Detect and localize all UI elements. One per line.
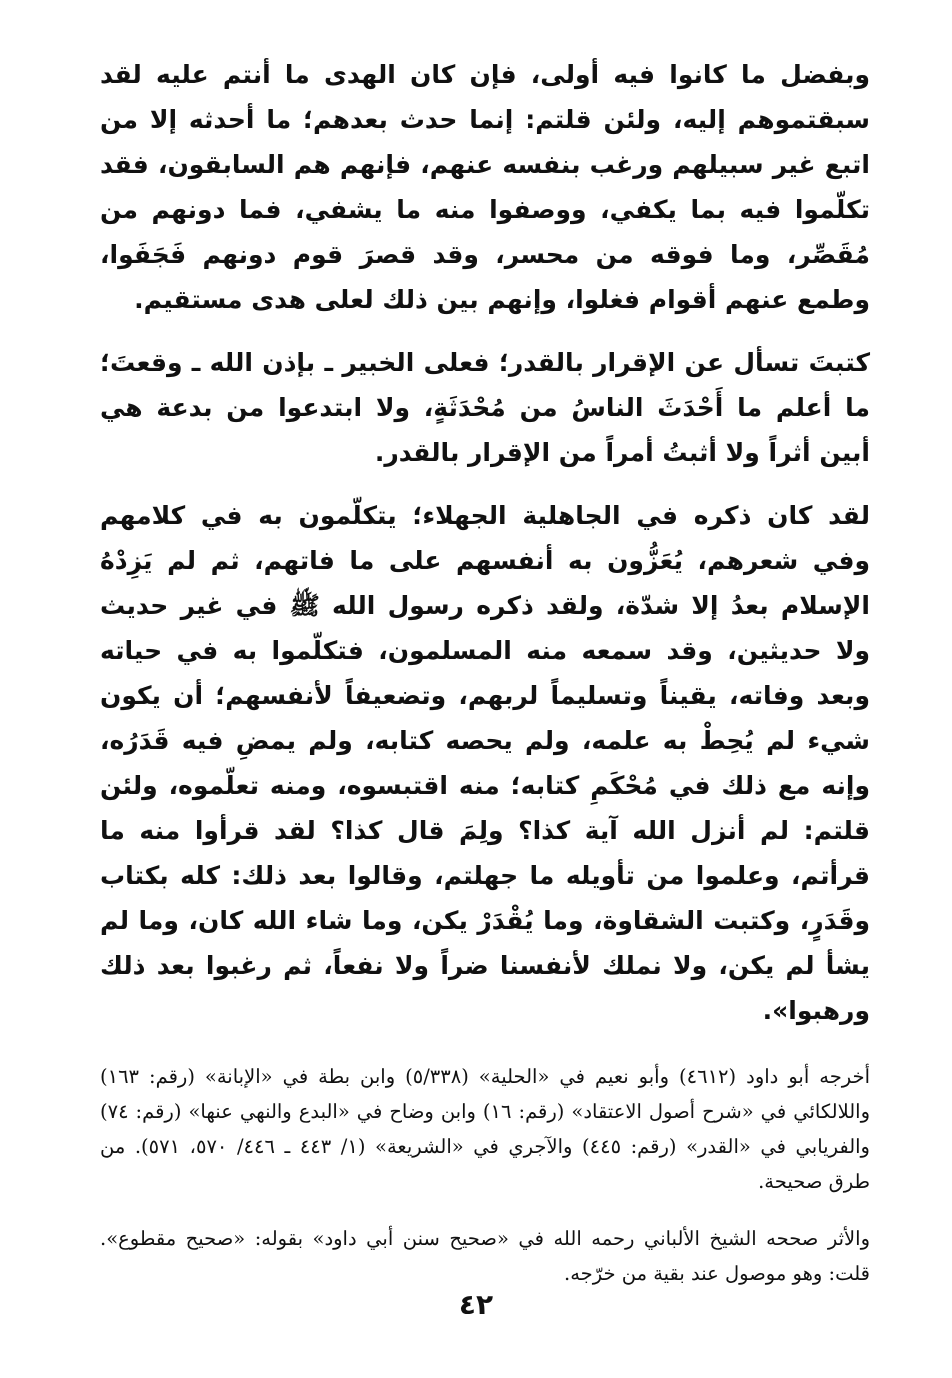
footnote-paragraph: والأثر صححه الشيخ الألباني رحمه الله في «صحيح سنن أبي داود» بقوله: «صحيح مقطوع». قلت: وهو موصول عند بقية من خرّجه. [100, 1227, 870, 1285]
page-number: ٤٢ [458, 1288, 494, 1321]
footnotes [100, 1059, 870, 1291]
body-paragraph: وبفضل ما كانوا فيه أولى، فإن كان الهدى ما أنتم عليه لقد سبقتموهم إليه، ولئن قلتم: إنما حدث بعدهم؛ ما أحدثه إلا من اتبع غير سبيلهم ورغب بنفسه عنهم، فإنهم هم السابقون، فقد تكلّموا فيه بما يكفي، ووصفوا منه ما يشفي، فما دونهم من مُقَصِّر، وما فوقه من محسر، وقد قصرَ قوم دونهم فَجَفَوا، وطمع عنهم أقوام فغلوا، وإنهم بين ذلك لعلى هدى مستقيم. [100, 60, 870, 314]
body-paragraph: كتبتَ تسأل عن الإقرار بالقدر؛ فعلى الخبير ـ بإذن الله ـ وقعتَ؛ ما أعلم ما أَحْدَثَ الناسُ من مُحْدَثَةٍ، ولا ابتدعوا من بدعة هي أبين أثراً ولا أثبتُ أمراً من الإقرار بالقدر. [100, 348, 870, 467]
page-content [100, 52, 870, 1291]
footnote-paragraph: أخرجه أبو داود (٤٦١٢) وأبو نعيم في «الحلية» (٥/٣٣٨) وابن بطة في «الإبانة» (رقم: ١٦٣) واللالكائي في «شرح أصول الاعتقاد» (رقم: ١٦) وابن وضاح في «البدع والنهي عنها» (رقم: ٧٤) والفريابي في «القدر» (رقم: ٤٤٥) والآجري في «الشريعة» (١/ ٤٤٣ ـ ٤٤٦/ ٥٧٠، ٥٧١). من طرق صحيحة. [100, 1065, 870, 1193]
main-text [100, 52, 870, 1033]
body-paragraph: لقد كان ذكره في الجاهلية الجهلاء؛ يتكلّمون به في كلامهم وفي شعرهم، يُعَزُّون به أنفسهم على ما فاتهم، ثم لم يَزِدْهُ الإسلام بعدُ إلا شدّة، ولقد ذكره رسول الله ﷺ في غير حديث ولا حديثين، وقد سمعه منه المسلمون، فتكلّموا به في حياته وبعد وفاته، يقيناً وتسليماً لربهم، وتضعيفاً لأنفسهم؛ أن يكون شيء لم يُحِطْ به علمه، ولم يحصه كتابه، ولم يمضِ فيه قَدَرُه، وإنه مع ذلك في مُحْكَمِ كتابه؛ منه اقتبسوه، ومنه تعلّموه، ولئن قلتم: لم أنزل الله آية كذا؟ ولِمَ قال كذا؟ لقد قرأوا منه ما قرأتم، وعلموا من تأويله ما جهلتم، وقالوا بعد ذلك: كله بكتاب وقَدَرٍ، وكتبت الشقاوة، وما يُقْدَرْ يكن، وما شاء الله كان، وما لم يشأ لم يكن، ولا نملك لأنفسنا ضراً ولا نفعاً، ثم رغبوا بعد ذلك ورهبوا». [100, 501, 870, 1025]
